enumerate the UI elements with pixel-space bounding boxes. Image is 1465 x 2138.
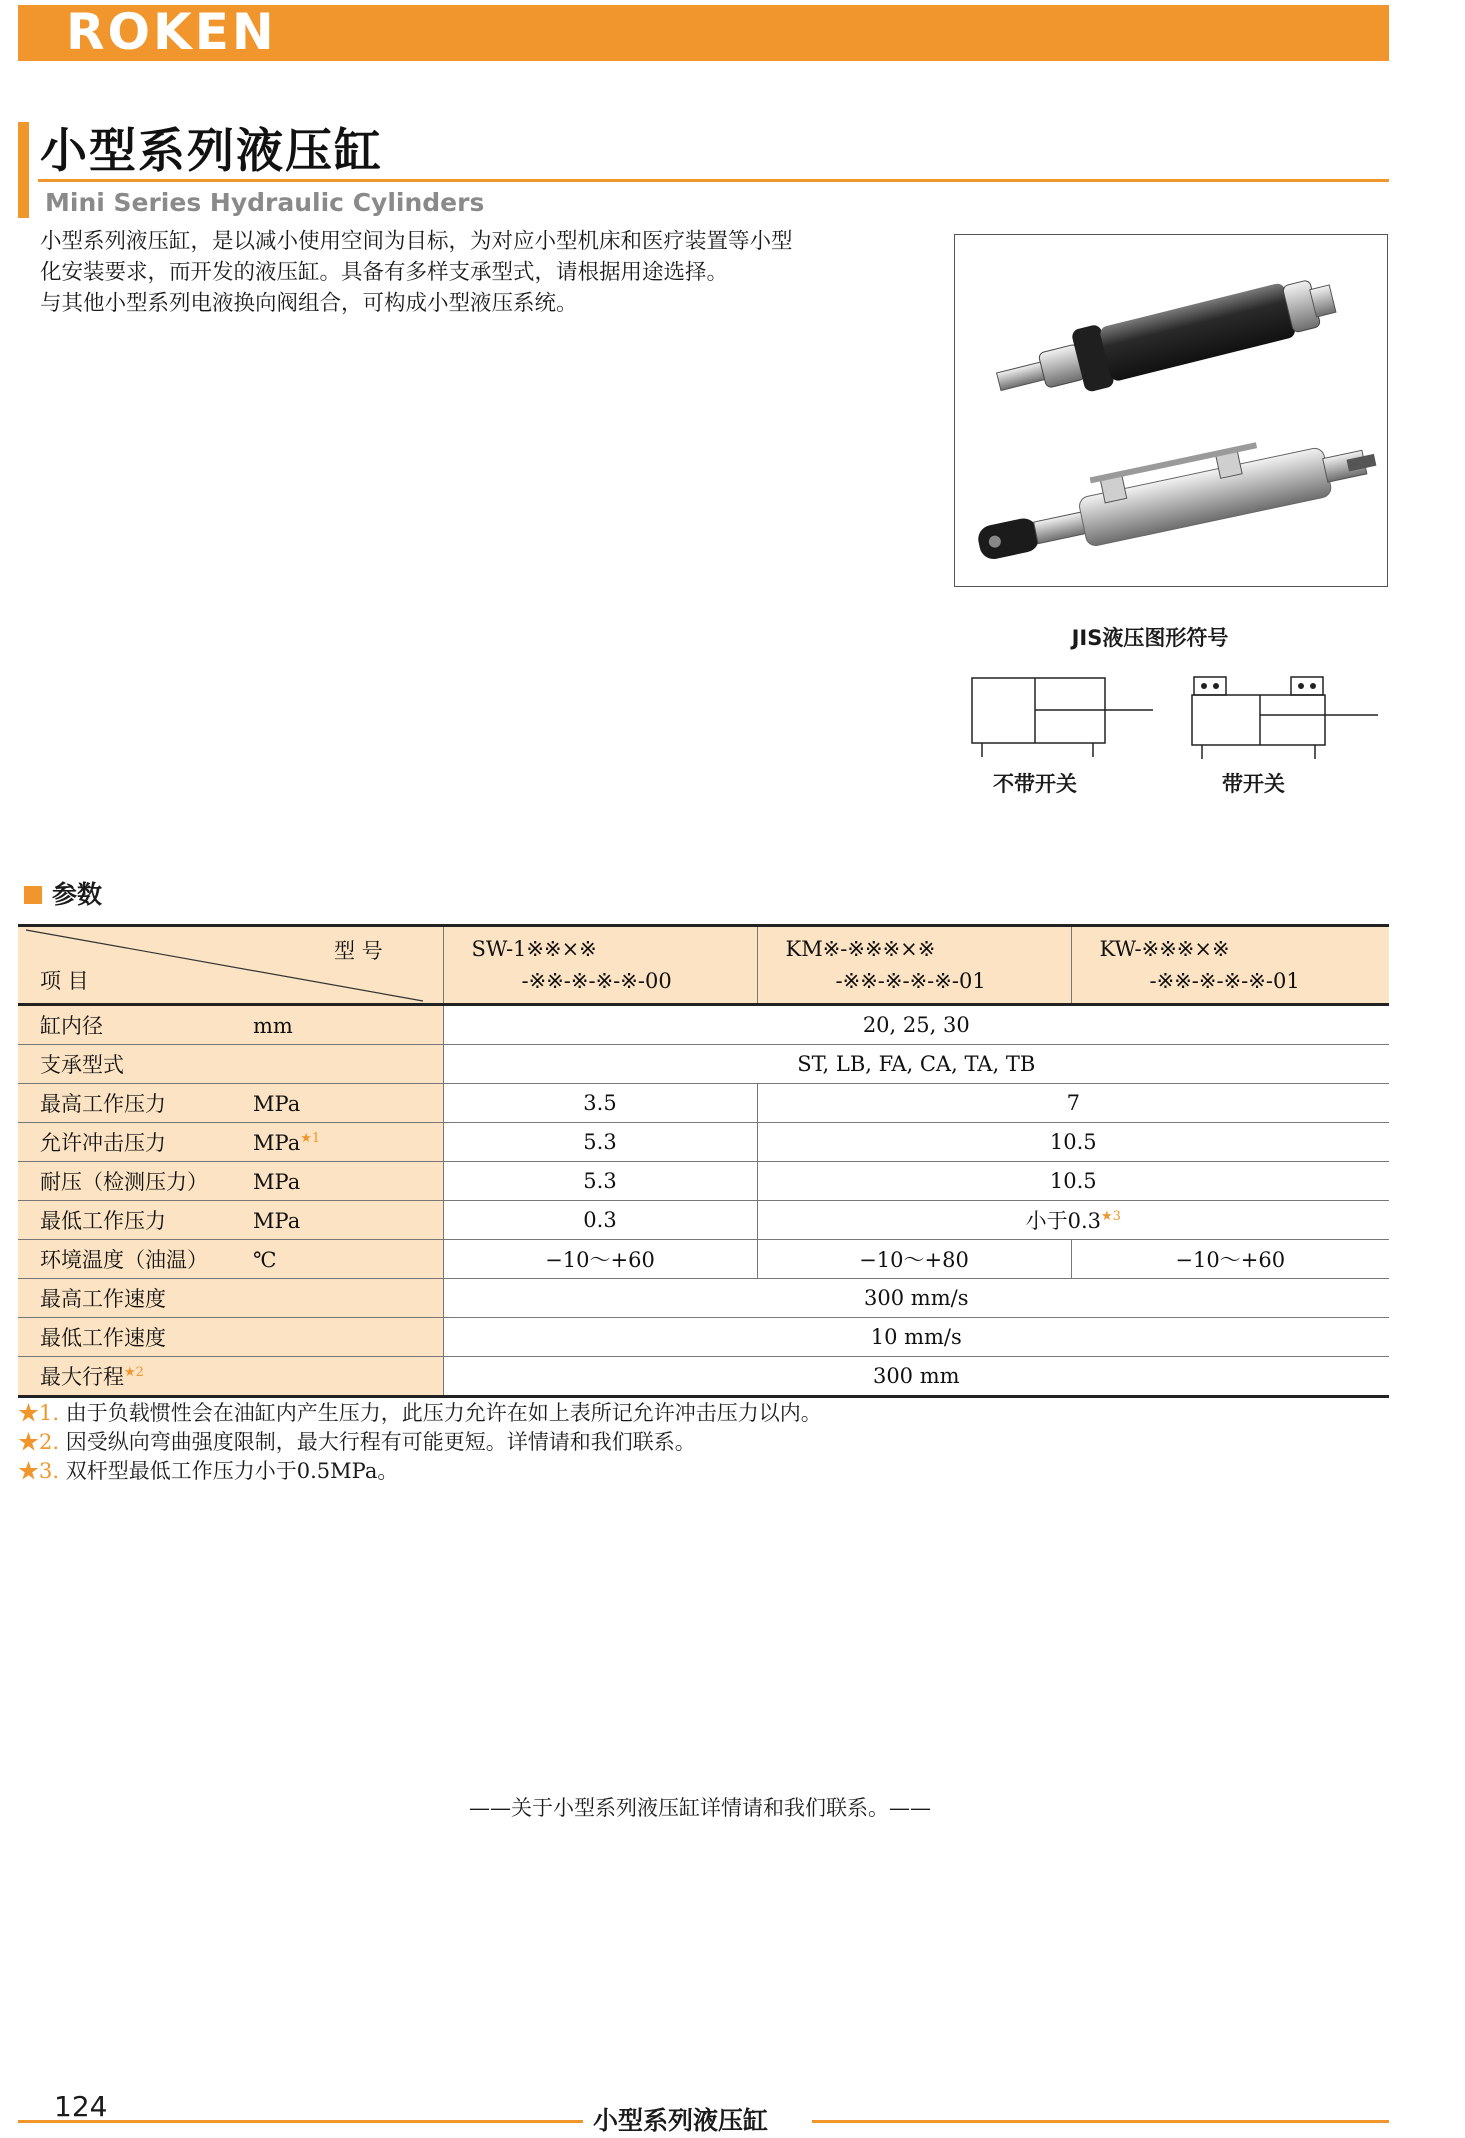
- symbol-label-with-switch: 带开关: [1222, 772, 1285, 796]
- row-label-cell: [18, 1005, 443, 1045]
- contact-note: ——关于小型系列液压缸详情请和我们联系。——: [469, 1796, 931, 1820]
- value-cell: 5.3: [443, 1162, 757, 1201]
- symbol-title: JIS液压图形符号: [1071, 626, 1229, 650]
- brand-logo: ROKEN: [66, 3, 277, 61]
- value-cell: [757, 1201, 1389, 1240]
- model-code-line1: KM※-※※※×※: [785, 937, 936, 961]
- row-label-cell: [18, 1201, 443, 1240]
- table-row: [18, 1279, 1389, 1318]
- corner-header-cell: [18, 926, 443, 1005]
- footer-title: 小型系列液压缸: [593, 2106, 769, 2135]
- row-label: 环境温度（油温）: [40, 1248, 208, 1272]
- table-row: [18, 1318, 1389, 1357]
- value-cell: 7: [757, 1084, 1389, 1123]
- model-code-line1: KW-※※※×※: [1099, 937, 1230, 961]
- page-title: 小型系列液压缸: [40, 124, 383, 179]
- cylinder-illustration: [955, 235, 1387, 586]
- model-code-line1: SW-1※※×※: [471, 937, 597, 961]
- row-label: 允许冲击压力: [40, 1131, 166, 1155]
- model-code-line2: -※※-※-※-※-00: [521, 969, 672, 993]
- row-unit: MPa: [253, 1209, 301, 1233]
- row-label-cell: [18, 1123, 443, 1162]
- row-unit: ℃: [253, 1248, 277, 1272]
- row-label-cell: [18, 1162, 443, 1201]
- table-row: [18, 1162, 1389, 1201]
- footnote-item: [18, 1428, 822, 1457]
- value-cell: 0.3: [443, 1201, 757, 1240]
- model-header-km: [757, 926, 1071, 1005]
- row-label: 最高工作速度: [40, 1287, 166, 1311]
- value-text: 小于0.3: [1025, 1209, 1101, 1233]
- product-photo: [954, 234, 1388, 587]
- footnotes: [18, 1399, 822, 1486]
- table-row: [18, 1123, 1389, 1162]
- page-number: 124: [54, 2090, 108, 2123]
- row-label: 耐压（检测压力）: [40, 1170, 208, 1194]
- corner-model-label: 型 号: [334, 939, 383, 963]
- value-cell: −10～+60: [1071, 1240, 1389, 1279]
- table-row: [18, 1005, 1389, 1045]
- row-label-cell: [18, 1045, 443, 1084]
- value-cell: 300 mm: [443, 1357, 1389, 1397]
- value-cell: −10～+80: [757, 1240, 1071, 1279]
- spec-table: [18, 924, 1389, 1398]
- value-cell: 5.3: [443, 1123, 757, 1162]
- table-row: [18, 1201, 1389, 1240]
- row-label-cell: [18, 1318, 443, 1357]
- footnote-marker: ★1: [300, 1131, 321, 1146]
- footer-rule-right: [812, 2120, 1389, 2123]
- intro-line: 小型系列液压缸，是以减小使用空间为目标，为对应小型机床和医疗装置等小型: [40, 229, 793, 254]
- value-cell: 300 mm/s: [443, 1279, 1389, 1318]
- title-accent-bar: [18, 122, 29, 218]
- cylinder-symbol-with-switch: [1192, 695, 1325, 745]
- table-row: [18, 1240, 1389, 1279]
- section-marker: [24, 886, 42, 904]
- table-row: [18, 1045, 1389, 1084]
- row-label-cell: [18, 1279, 443, 1318]
- model-code-line2: -※※-※-※-※-01: [835, 969, 986, 993]
- row-label-cell: [18, 1357, 443, 1397]
- row-label: 最低工作速度: [40, 1326, 166, 1350]
- row-label: 最高工作压力: [40, 1092, 166, 1116]
- table-row: [18, 1357, 1389, 1397]
- footnote-marker: ★3: [1100, 1209, 1121, 1224]
- row-unit: [253, 1131, 320, 1155]
- value-cell: 20, 25, 30: [443, 1005, 1389, 1045]
- unit-text: MPa: [253, 1131, 301, 1155]
- model-header-kw: [1071, 926, 1389, 1005]
- footnote-mark: ★3.: [18, 1459, 60, 1483]
- intro-line: 化安装要求，而开发的液压缸。具备有多样支承型式，请根据用途选择。: [40, 260, 729, 285]
- footnote-item: [18, 1457, 822, 1486]
- value-cell: 10.5: [757, 1162, 1389, 1201]
- footnote-item: [18, 1399, 822, 1428]
- row-label-cell: [18, 1084, 443, 1123]
- model-header-sw: [443, 926, 757, 1005]
- footnote-marker: ★2: [124, 1365, 144, 1380]
- row-unit: mm: [253, 1014, 293, 1038]
- row-label: 最低工作压力: [40, 1209, 166, 1233]
- footnote-text: 由于负载惯性会在油缸内产生压力，此压力允许在如上表所记允许冲击压力以内。: [65, 1401, 822, 1425]
- footnote-text: 因受纵向弯曲强度限制，最大行程有可能更短。详情请和我们联系。: [65, 1430, 696, 1454]
- intro-line: 与其他小型系列电液换向阀组合，可构成小型液压系统。: [40, 291, 578, 316]
- row-label: 缸内径: [40, 1014, 103, 1038]
- page-subtitle: Mini Series Hydraulic Cylinders: [45, 188, 485, 217]
- value-cell: −10～+60: [443, 1240, 757, 1279]
- symbol-label-without-switch: 不带开关: [993, 772, 1077, 796]
- jis-symbol-diagram: [960, 665, 1390, 765]
- row-unit: MPa: [253, 1092, 301, 1116]
- footnote-mark: ★2.: [18, 1430, 60, 1454]
- row-unit: MPa: [253, 1170, 301, 1194]
- table-row: [18, 1084, 1389, 1123]
- footnote-text: 双杆型最低工作压力小于0.5MPa。: [65, 1459, 399, 1483]
- section-title: 参数: [52, 880, 103, 909]
- corner-item-label: 项 目: [40, 969, 89, 993]
- row-label: 最大行程: [40, 1365, 124, 1389]
- value-cell: 10.5: [757, 1123, 1389, 1162]
- value-cell: ST, LB, FA, CA, TA, TB: [443, 1045, 1389, 1084]
- intro-paragraph: [40, 226, 940, 319]
- model-code-line2: -※※-※-※-※-01: [1149, 969, 1300, 993]
- table-header-row: [18, 926, 1389, 1005]
- row-label-cell: [18, 1240, 443, 1279]
- value-cell: 10 mm/s: [443, 1318, 1389, 1357]
- value-cell: 3.5: [443, 1084, 757, 1123]
- row-label: 支承型式: [40, 1053, 124, 1077]
- footnote-mark: ★1.: [18, 1401, 60, 1425]
